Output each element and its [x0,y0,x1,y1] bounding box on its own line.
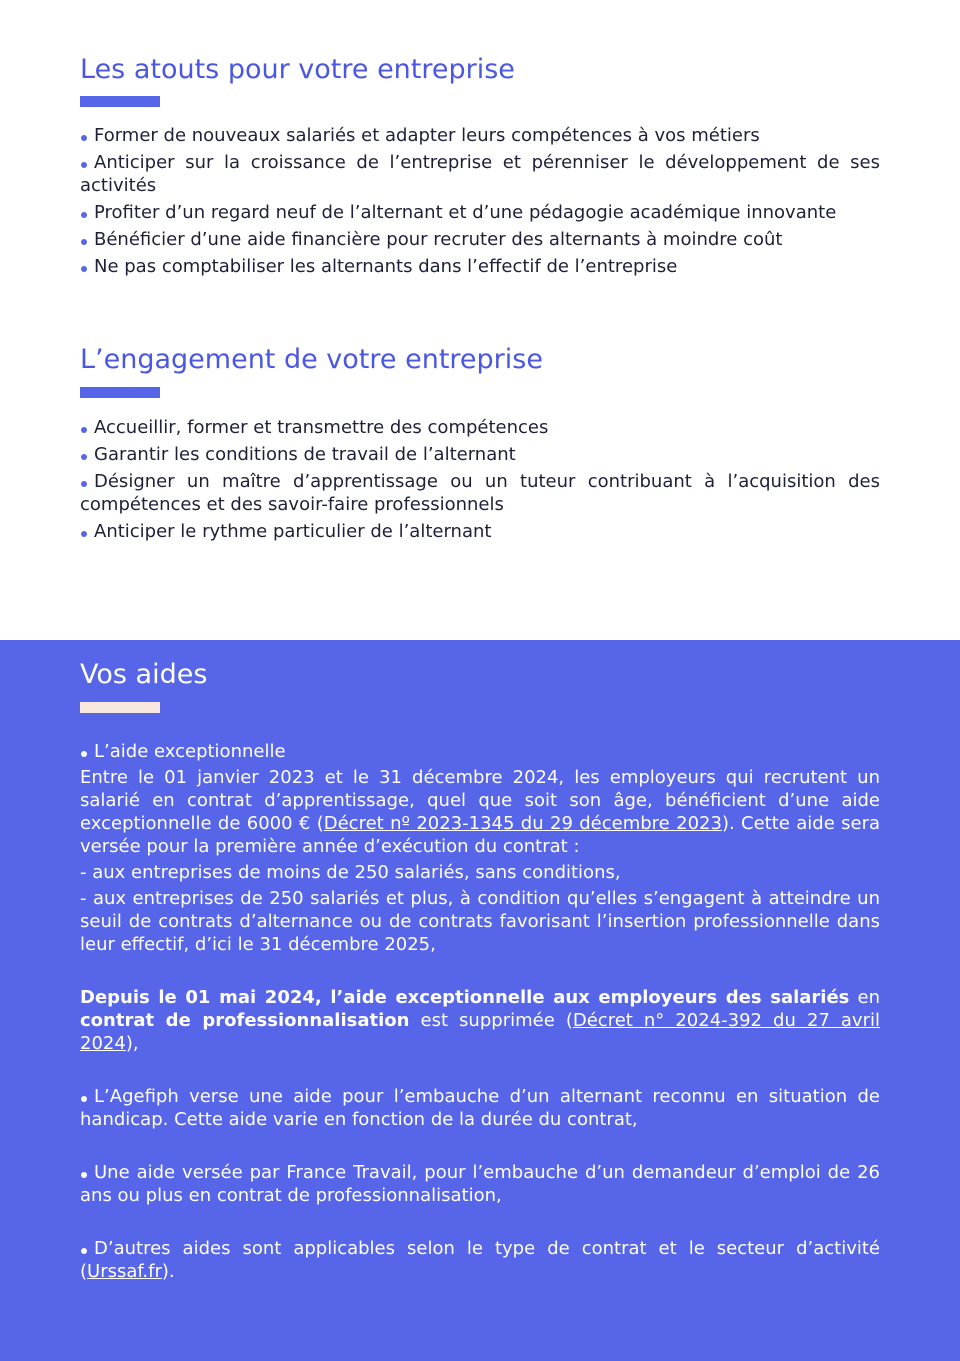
urssaf-link[interactable]: Urssaf.fr [87,1261,162,1282]
bullet-icon [81,531,87,537]
bullet-icon [81,135,87,141]
aide-exceptionnelle-text: Entre le 01 janvier 2023 et le 31 décembre 2024, les employeurs qui recrutent un salarié en contrat d’apprentissage, quel que soit son âge, bénéficient d’une aide exceptionnelle de 6000 € (Décret nº 2023-1345 du 29 décembre 2023). Cette aide sera versée pour la première année d’exécution du contrat : [80,767,881,857]
atouts-heading: Les atouts pour votre entreprise [80,54,515,85]
engagement-list [80,416,880,547]
list-item: Profiter d’un regard neuf de l’alternant et d’une pédagogie académique innovante [80,201,880,224]
bullet-icon [81,212,87,218]
aides-heading: Vos aides [80,659,208,690]
top-section [0,0,960,640]
list-item: Accueillir, former et transmettre des compétences [80,416,880,439]
list-item: Anticiper sur la croissance de l’entreprise et pérenniser le développement de ses activités [80,152,880,196]
list-item: Ne pas comptabiliser les alternants dans l’effectif de l’entreprise [80,255,880,278]
decret-2023-link[interactable]: Décret nº 2023-1345 du 29 décembre 2023 [323,813,722,834]
bullet-icon [81,1248,87,1254]
autres-aides: D’autres aides sont applicables selon le type de contrat et le secteur d’activité (Urssaf.fr). [80,1238,880,1282]
engagement-heading: L’engagement de votre entreprise [80,344,543,375]
atouts-heading-underline [80,96,160,107]
bullet-icon [81,266,87,272]
condition-plus-250: - aux entreprises de 250 salariés et plus, à condition qu’elles s’engagent à atteindre un seuil de contrats d’alternance ou de contrats favorisant l’insertion professionnelle dans leur effectif, d’ici le 31 décembre 2025, [80,888,880,955]
aides-heading-underline [80,702,160,713]
condition-moins-250: - aux entreprises de moins de 250 salariés, sans conditions, [80,862,621,883]
list-item: Former de nouveaux salariés et adapter leurs compétences à vos métiers [80,124,880,147]
aide-exceptionnelle-label: L’aide exceptionnelle [80,740,880,763]
engagement-heading-underline [80,387,160,398]
list-item: Désigner un maître d’apprentissage ou un tuteur contribuant à l’acquisition des compétences et des savoir-faire professionnels [80,471,880,515]
bullet-icon [81,454,87,460]
bullet-icon [81,1096,87,1102]
aides-content [80,740,880,1283]
bullet-icon [81,481,87,487]
aide-agefiph: L’Agefiph verse une aide pour l’embauche d’un alternant reconnu en situation de handicap. Cette aide varie en fonction de la durée du contrat, [80,1086,880,1130]
list-item: Garantir les conditions de travail de l’alternant [80,443,880,466]
bullet-icon [81,162,87,168]
bullet-icon [81,427,87,433]
bullet-icon [81,1172,87,1178]
aide-france-travail: Une aide versée par France Travail, pour l’embauche d’un demandeur d’emploi de 26 ans ou plus en contrat de professionnalisation, [80,1162,880,1206]
decret-2024-link[interactable]: Décret n° 2024-392 du 27 avril 2024 [80,1010,880,1054]
aides-section [0,640,960,1361]
suppression-notice: Depuis le 01 mai 2024, l’aide exceptionnelle aux employeurs des salariés en contrat de professionnalisation est supprimée (Décret n° 2024-392 du 27 avril 2024), [80,987,880,1054]
bullet-icon [81,239,87,245]
bullet-icon [81,751,87,757]
atouts-list [80,124,880,282]
list-item: Anticiper le rythme particulier de l’alternant [80,520,880,543]
list-item: Bénéficier d’une aide financière pour recruter des alternants à moindre coût [80,228,880,251]
